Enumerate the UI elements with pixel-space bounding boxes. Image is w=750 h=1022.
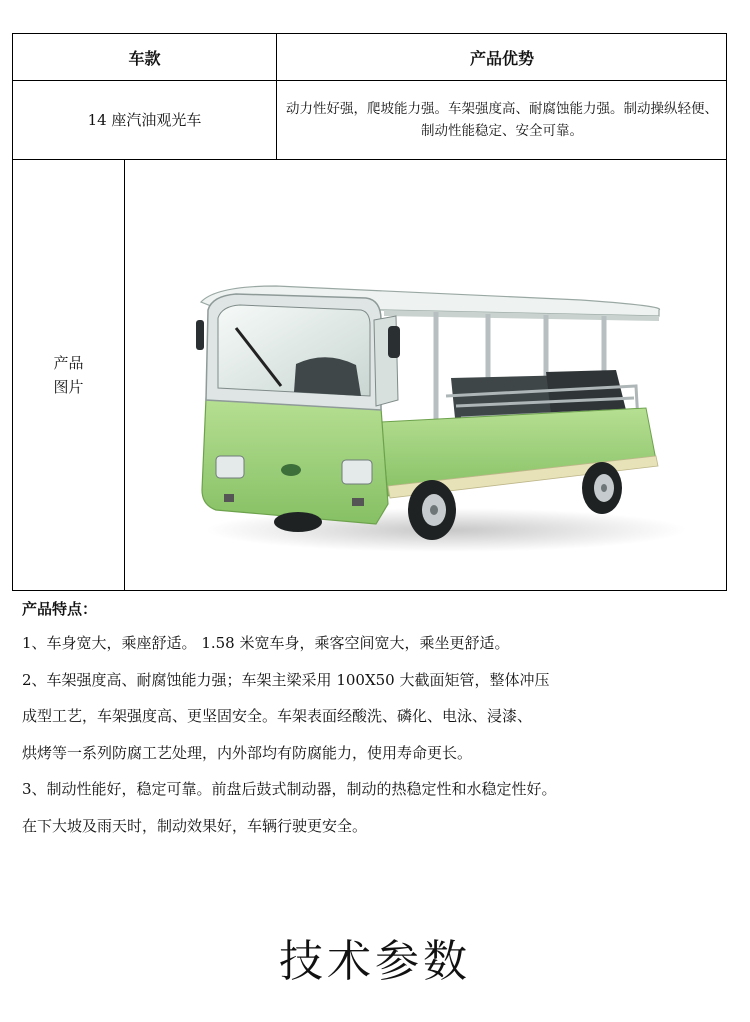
table-header-row [13,34,726,81]
model-cell [13,80,277,159]
image-label-line1: 产品 [53,354,84,372]
fog-light-right [352,498,364,506]
advantage-cell [278,80,726,159]
fog-light-left [224,494,234,502]
feature-line: 3、制动性能好，稳定可靠。前盘后鼓式制动器，制动的热稳定性和水稳定性好。 [22,780,557,798]
table-image-row [13,160,726,590]
feature-line: 成型工艺，车架强度高、更坚固安全。车架表面经酸洗、磷化、电泳、浸漆、 [22,707,533,725]
front-emblem [281,464,301,476]
right-headlight [342,460,372,484]
header-model-cell [13,34,277,80]
rear-wheel [582,462,622,514]
side-mirror [388,326,400,358]
features-title: 产品特点： [22,600,98,618]
left-headlight [216,456,244,478]
feature-line: 2、车架强度高、耐腐蚀能力强；车架主梁采用 100X50 大截面矩管，整体冲压 [22,670,550,689]
front-wheel [408,480,456,540]
image-cell [126,160,726,590]
steering-area [294,357,361,396]
left-mirror [196,320,204,350]
model-name: 14 座汽油观光车 [87,111,202,129]
image-label-cell [13,160,125,590]
tech-params-heading: 技术参数 [279,936,471,987]
sightseeing-car-image [126,160,726,590]
header-advantage: 产品优势 [469,48,534,68]
image-label [52,351,86,399]
header-advantage-cell [278,34,726,80]
table-model-row [13,80,726,160]
header-model: 车款 [128,48,161,68]
advantage-text: 动力性好强，爬坡能力强。车架强度高、耐腐蚀能力强。制动操纵轻便、制动性能稳定、安全可靠。 [286,100,718,139]
hidden-front-wheel [274,512,322,532]
feature-line: 在下大坡及雨天时，制动效果好，车辆行驶更安全。 [22,816,368,835]
feature-line: 烘烤等一系列防腐工艺处理，内外部均有防腐能力，使用寿命更长。 [22,743,473,762]
product-features [22,598,722,844]
feature-line: 1、车身宽大，乘座舒适。 1.58 米宽车身，乘客空间宽大，乘坐更舒适。 [22,634,510,652]
image-label-line2: 图片 [53,378,84,396]
product-table [12,33,727,591]
